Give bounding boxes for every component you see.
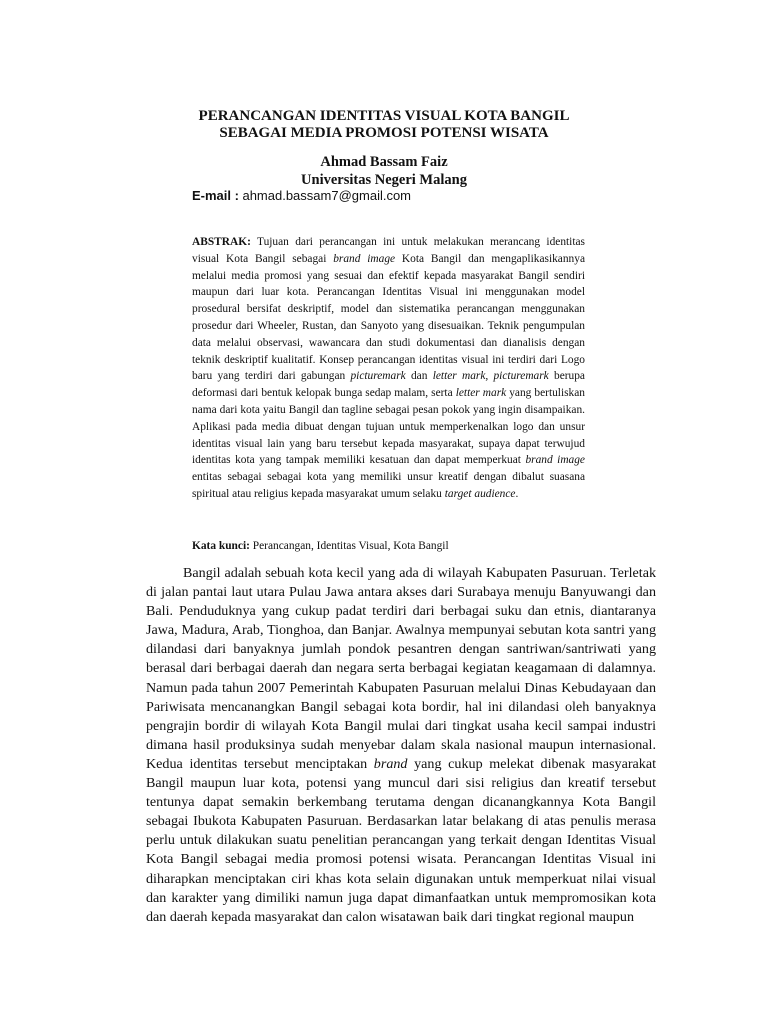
body-text-2: yang cukup melekat dibenak masyarakat Bangil maupun luar kota, potensi yang muncul dari sisi religius dan kreatif tersebut tentunya dapat semakin berkembang terutama dengan dicanangkannya Kota Bangil sebagai Ibukota Kabupaten Pasuruan. Berdasarkan latar belakang di atas penulis merasa perlu untuk dilakukan suatu penelitian perancangan yang terkait dengan Identitas Visual Kota Bangil sebagai media promosi potensi wisata. Perancangan Identitas Visual ini diharapkan menciptakan ciri khas kota selain digunakan untuk memperkuat nilai visual dan karakter yang dimiliki namun juga dapat dimanfaatkan untuk mempromosikan kota dan daerah kepada masyarakat dan calon wisatawan baik dari tingkat regional maupun [146,755,656,925]
abstract-text-5: yang bertuliskan nama dari kota yaitu Bangil dan tagline sebagai pesan pokok yang ingin disampaikan. Aplikasi pada media dibuat dengan tujuan untuk memperkenalkan logo dan unsur identitas visual lain yang baru tersebut kepada masyarakat, supaya dapat terwujud identitas kota yang tampak memiliki kesatuan dan dapat memperkuat [192,387,586,467]
abstract-italic-brand-image: brand image [333,252,396,265]
keywords-label: Kata kunci: [192,540,250,552]
abstract-text-7: . [515,487,519,500]
abstract-label: ABSTRAK: [192,236,251,248]
author-name: Ahmad Bassam Faiz [320,154,448,170]
email-label: E-mail : [192,188,239,203]
body-italic-brand: brand [373,755,408,772]
email-address[interactable]: ahmad.bassam7@gmail.com [242,188,412,203]
email-line [192,188,411,205]
abstract-text-2: Kota Bangil dan mengaplikasikannya melalui media promosi yang sesuai dan efektif kepada masyarakat Bangil sendiri maupun dari luar kota. Perancangan Identitas Visual ini menggunakan model prosedural bersifat deskriptif, model dan sistematika perancangan menggunakan prosedur dari Wheeler, Rustan, dan Sanyoto yang disesuaikan. Teknik pengumpulan data melalui observasi, wawancara dan studi dokumentasi dan dianalisis dengan teknik deskriptif kualitatif. Konsep perancangan identitas visual ini terdiri dari Logo baru yang terdiri dari gabungan [192,252,585,383]
abstract-italic-brand-image-2: brand image [525,454,585,467]
abstract-text-1: Tujuan dari perancangan ini untuk melakukan merancang identitas visual Kota Bangil sebagai [192,236,585,265]
keywords-value: Perancangan, Identitas Visual, Kota Bangil [249,540,449,552]
abstract-italic-letter-mark-2: letter mark [455,387,507,400]
abstract-text-4: berupa deformasi dari bentuk kelopak bunga sedap malam, serta [192,370,585,400]
body-paragraph [146,564,656,927]
body-text-1: Bangil adalah sebuah kota kecil yang ada di wilayah Kabupaten Pasuruan. Terletak di jalan pantai laut utara Pulau Jawa antara akses dari Surabaya menuju Banyuwangi dan Bali. Penduduknya yang cukup padat terdiri dari berbagai suku dan etnis, diantaranya Jawa, Madura, Arab, Tionghoa, dan Banjar. Awalnya mempunyai sebutan kota santri yang dilandasi dari banyaknya jumlah pondok pesantren dengan santriwan/santriwati yang berasal dari berbagai daerah dan negara serta berbagai kegiatan keagamaan di dalamnya. Namun pada tahun 2007 Pemerintah Kabupaten Pasuruan melalui Dinas Kebudayaan dan Pariwisata mencanangkan Bangil sebagai kota bordir, hal ini dilandasi oleh banyaknya pengrajin bordir di wilayah Kota Bangil mulai dari tingkat usaha kecil sampai industri dimana hasil produksinya sudah menyebar dalam skala nasional maupun internasional. Kedua identitas tersebut menciptakan [146,565,656,772]
abstract-italic-letter-mark: letter mark, picturemark [432,370,549,383]
abstract [192,234,585,503]
abstract-text-6: entitas sebagai sebagai kota yang memiliki unsur kreatif dengan dibalut suasana spiritual atau religius kepada masyarakat umum selaku [192,471,585,500]
abstract-italic-picturemark: picturemark [350,370,406,383]
title-line-1: PERANCANGAN IDENTITAS VISUAL KOTA BANGIL [198,108,570,124]
abstract-text-3: dan [405,370,433,383]
abstract-italic-target-audience: target audience [444,487,516,500]
keywords [192,538,592,554]
paper-title [0,108,768,142]
title-line-2: SEBAGAI MEDIA PROMOSI POTENSI WISATA [219,125,549,141]
author-block [0,153,768,189]
author-affiliation: Universitas Negeri Malang [301,172,467,188]
